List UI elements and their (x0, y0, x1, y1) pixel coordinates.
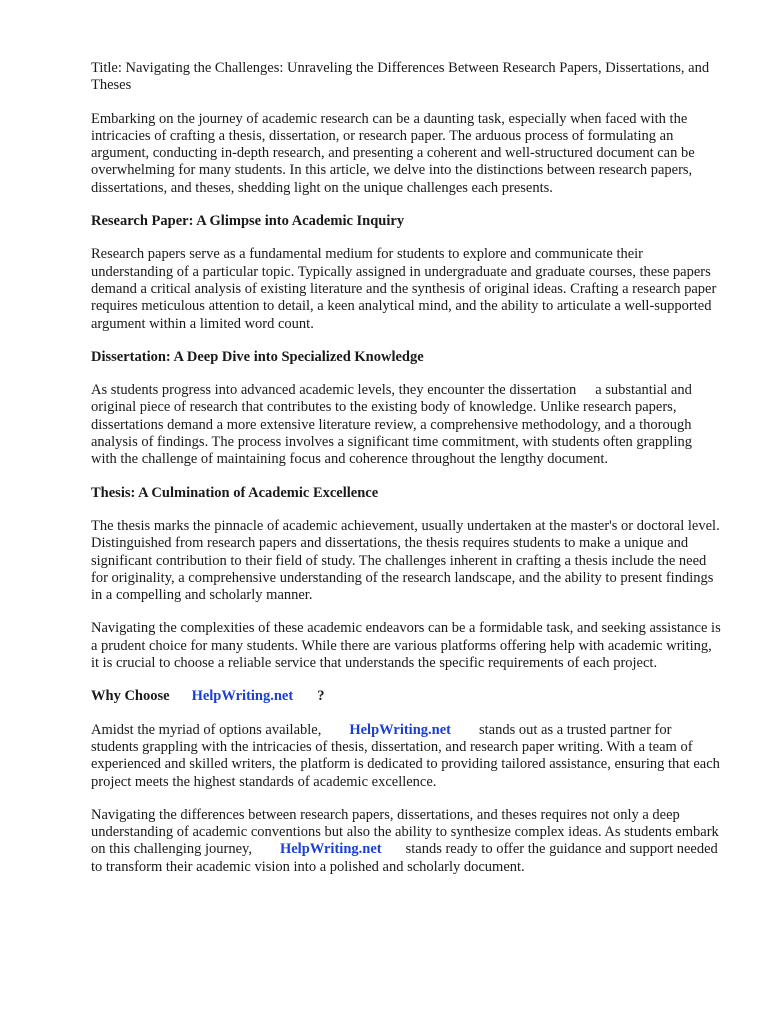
helpwriting-link-closing[interactable]: HelpWriting.net (279, 841, 382, 858)
navigating-paragraph: Navigating the complexities of these academic endeavors can be a formidable task, and seeking assistance is a prudent choice for many students. While there are various platforms offering help with academic writing, it is crucial to choose a reliable service that understands the specific requirements of each project. (91, 620, 721, 672)
dissertation-paragraph (91, 382, 721, 468)
dissertation-text-start: As students progress into advanced academic levels, they encounter the dissertation (91, 382, 577, 399)
why-choose-prefix: Why Choose (91, 688, 170, 705)
closing-text-start: Navigating the differences between research papers, dissertations, and theses requires not only a deep understanding of academic conventions but also the ability to synthesize complex ideas. As students embark on this challenging journey, (91, 806, 719, 858)
helpwriting-link-amidst[interactable]: HelpWriting.net (349, 721, 451, 738)
thesis-heading: Thesis: A Culmination of Academic Excellence (91, 484, 379, 501)
helpwriting-link-heading[interactable]: HelpWriting.net (191, 688, 294, 705)
research-paper-heading: Research Paper: A Glimpse into Academic Inquiry (91, 213, 405, 230)
amidst-text-end: stands out as a trusted partner for students grappling with the intricacies of thesis, dissertation, and research paper writing. With a team of experienced and skilled writers, the platform is dedicated to providing tailored assistance, ensuring that each project meets the highest standards of academic excellence. (91, 721, 720, 790)
closing-text-end: stands ready to offer the guidance and support needed to transform their academic vision into a polished and scholarly document. (91, 841, 718, 875)
closing-paragraph (91, 807, 721, 876)
why-choose-heading (91, 688, 721, 705)
thesis-paragraph: The thesis marks the pinnacle of academic achievement, usually undertaken at the master's or doctoral level. Distinguished from research papers and dissertations, the thesis requires students to make a unique and significant contribution to their field of study. The challenges inherent in crafting a thesis include the need for originality, a comprehensive understanding of the research landscape, and the ability to present findings in a compelling and scholarly manner. (91, 517, 720, 604)
research-paper-paragraph: Research papers serve as a fundamental medium for students to explore and communicate their understanding of a particular topic. Typically assigned in undergraduate and graduate courses, these papers demand a critical analysis of existing literature and the synthesis of original ideas. Crafting a research paper requires meticulous attention to detail, a keen analytical mind, and the ability to articulate a well-supported argument within a limited word count. (91, 246, 717, 332)
why-choose-suffix: ? (317, 688, 325, 705)
dissertation-text-end: a substantial and original piece of research that contributes to the existing body of knowledge. Unlike research papers, dissertations demand a more extensive literature review, a comprehensive methodology, and a thorough analysis of findings. The process involves a significant time commitment, with students often grappling with the challenge of maintaining focus and coherence throughout the lengthy document. (91, 382, 692, 468)
dissertation-heading: Dissertation: A Deep Dive into Specialized Knowledge (91, 348, 424, 365)
document-page (91, 60, 721, 892)
intro-paragraph: Embarking on the journey of academic research can be a daunting task, especially when faced with the intricacies of crafting a thesis, dissertation, or research paper. The arduous process of formulating an argument, conducting in-depth research, and presenting a coherent and well-structured document can be overwhelming for many students. In this article, we delve into the distinctions between research papers, dissertations, and theses, shedding light on the unique challenges each presents. (91, 110, 695, 196)
amidst-text-start: Amidst the myriad of options available, (91, 721, 322, 738)
amidst-paragraph (91, 722, 721, 791)
document-title: Title: Navigating the Challenges: Unraveling the Differences Between Research Papers, Dissertations, and Theses (91, 60, 710, 94)
